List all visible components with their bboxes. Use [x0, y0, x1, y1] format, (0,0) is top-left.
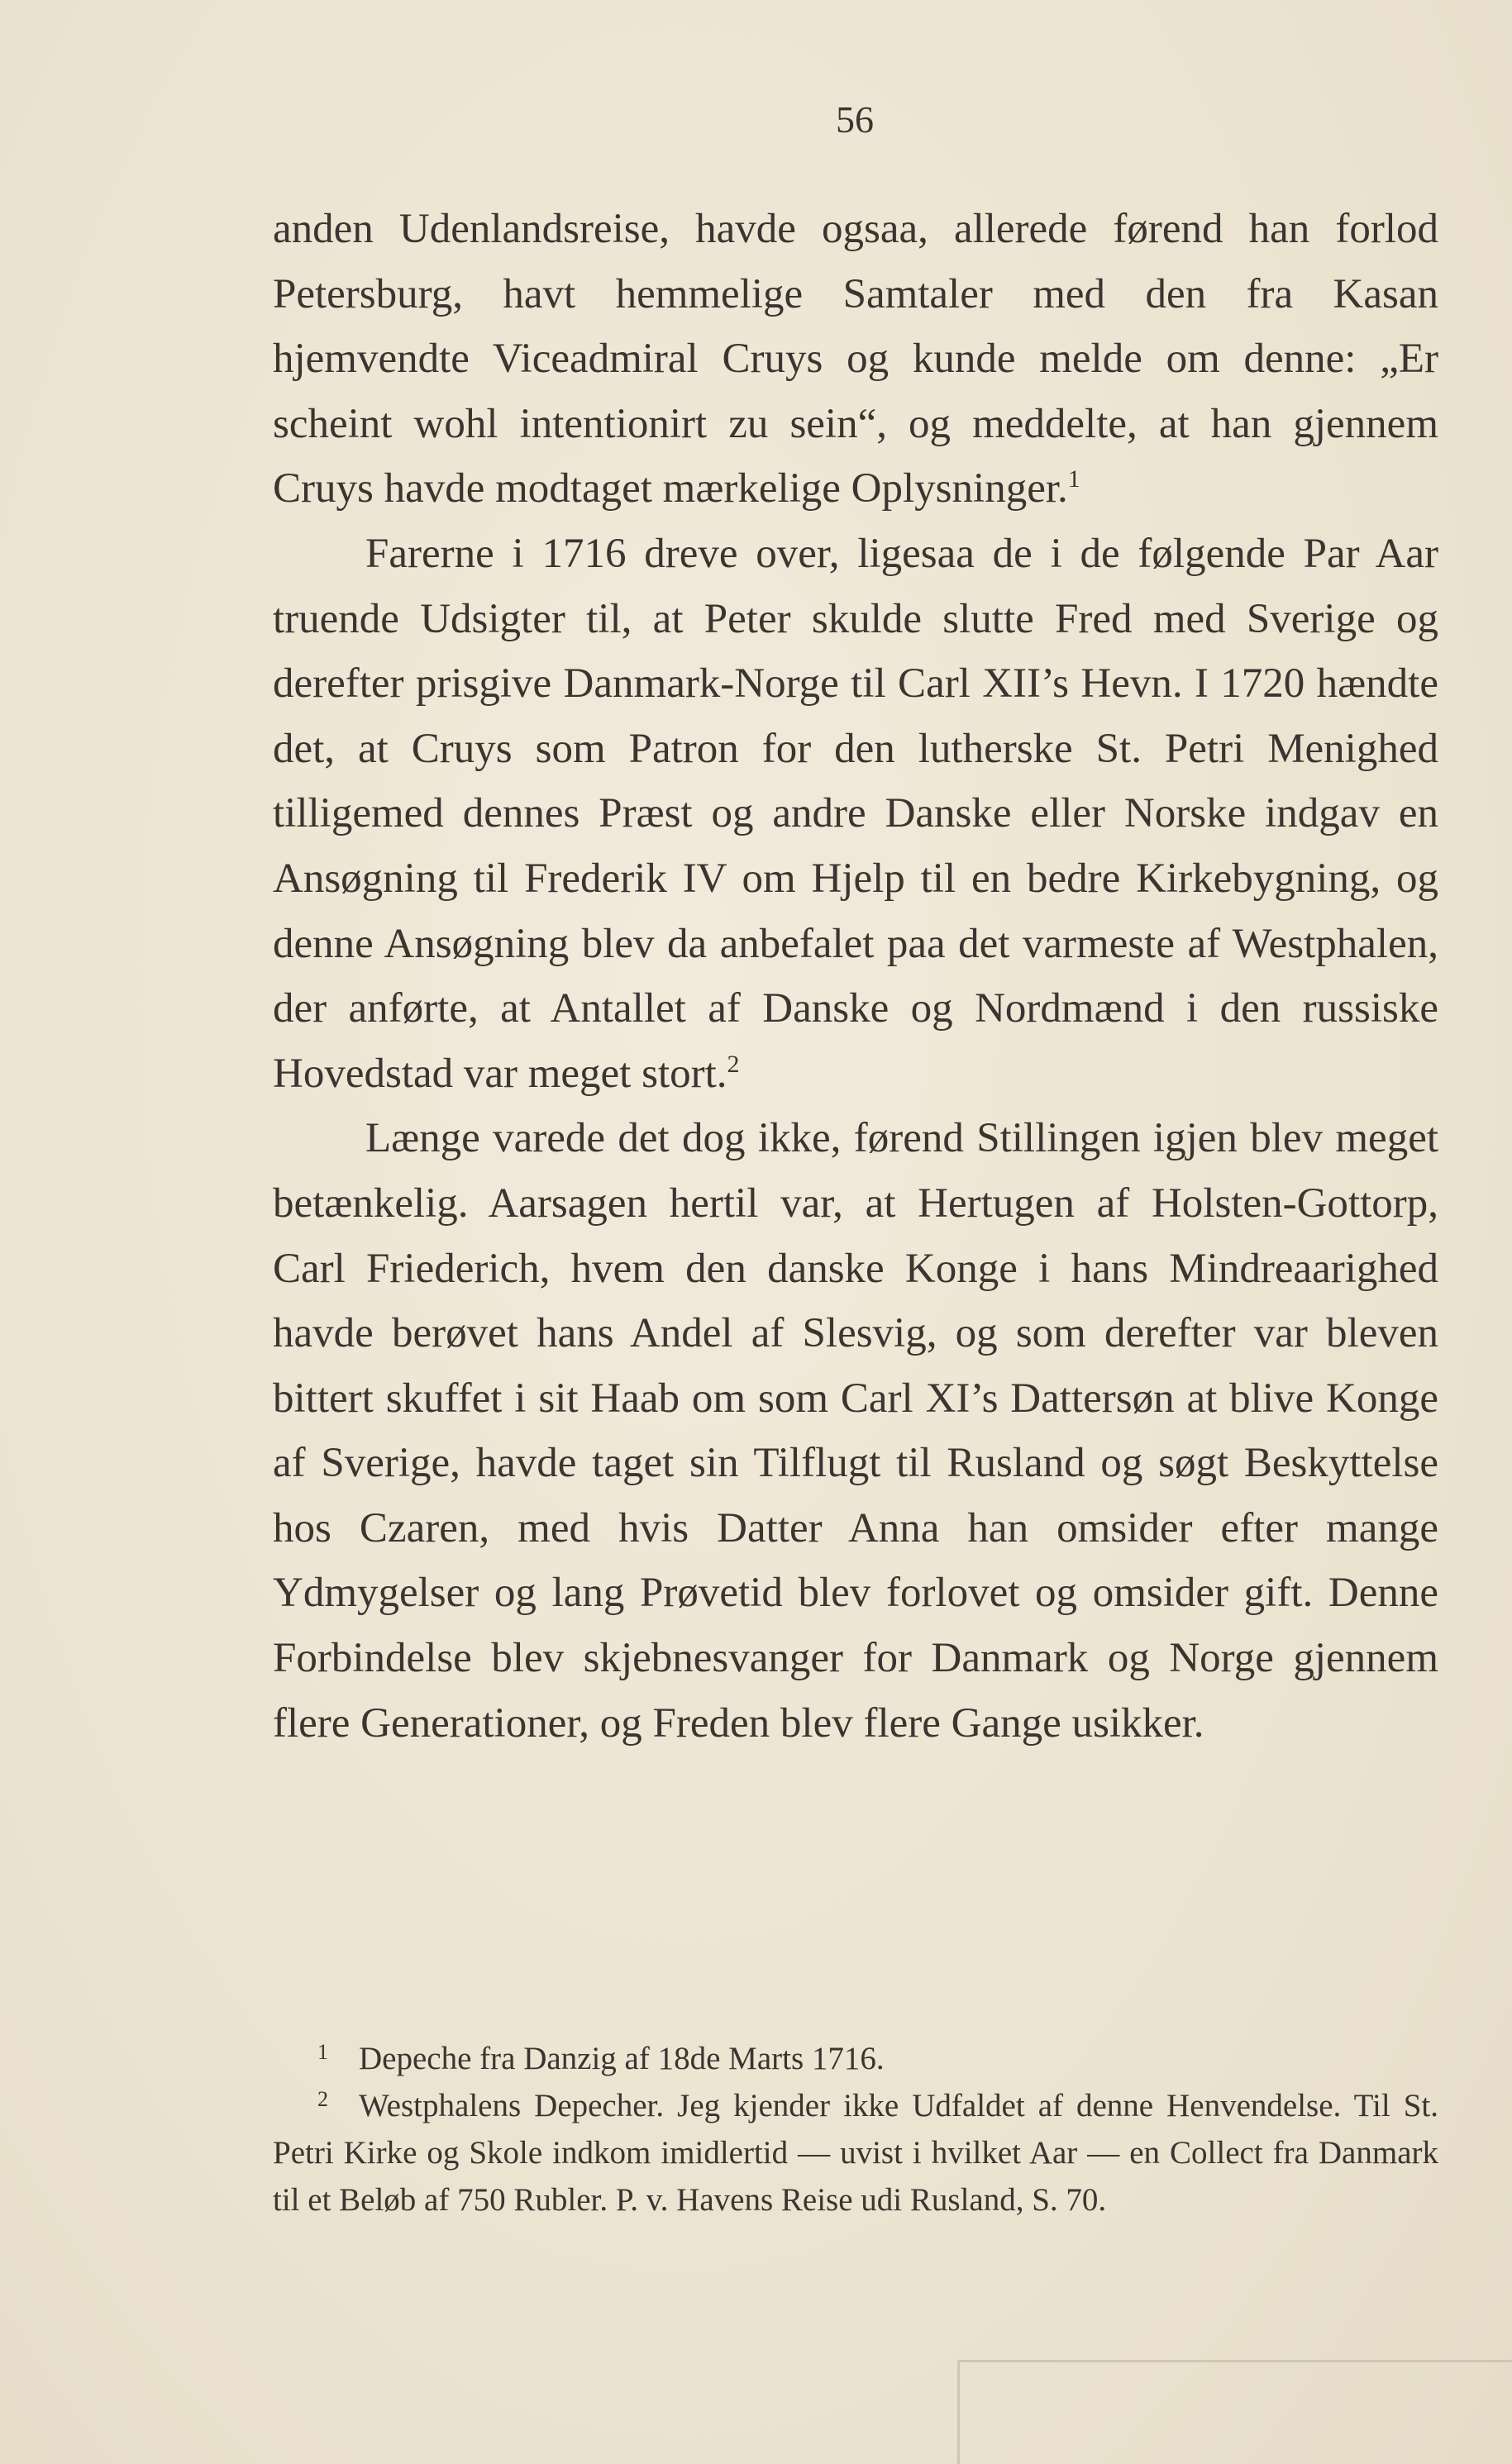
footnote-ref-2: 2 [727, 1050, 740, 1078]
page-number: 56 [836, 98, 874, 141]
edge-line-vertical [957, 2361, 960, 2464]
footnote-1-text: Depeche fra Danzig af 18de Marts 1716. [359, 2041, 885, 2076]
footnote-ref-1: 1 [1067, 465, 1080, 493]
paragraph-1-text: anden Udenlandsreise, havde ogsaa, allerede førend han forlod Petersburg, havt hemmelige Samtaler med den fra Kasan hjemvendte Viceadmiral Cruys og kunde melde om denne: „Er scheint wohl intentionirt zu sein“, og meddelte, at han gjennem Cruys havde modtaget mærkelige Oplysninger. [273, 206, 1438, 512]
footnotes [273, 2035, 1438, 2223]
footnote-1 [273, 2035, 1438, 2082]
footnote-2-text: Westphalens Depecher. Jeg kjender ikke Udfaldet af denne Henvendelse. Til St. Petri Kirke og Skole indkom imidlertid — uvist i hvilket Aar — en Collect fra Danmark til et Beløb af 750 Rubler. P. v. Havens Reise udi Rusland, S. 70. [273, 2088, 1438, 2218]
paragraph-2-text: Farerne i 1716 dreve over, ligesaa de i de følgende Par Aar truende Udsigter til, at Peter skulde slutte Fred med Sverige og derefter prisgive Danmark-Norge til Carl XII’s Hevn. I 1720 hændte det, at Cruys som Patron for den lutherske St. Petri Menighed tilligemed dennes Præst og andre Danske eller Norske indgav en Ansøgning til Frederik IV om Hjelp til en bedre Kirkebygning, og denne Ansøgning blev da anbefalet paa det varmeste af Westphalen, der anførte, at Antallet af Danske og Nordmænd i den russiske Hovedstad var meget stort. [273, 530, 1438, 1097]
footnote-2 [273, 2082, 1438, 2223]
edge-line-horizontal [959, 2360, 1512, 2362]
paragraph-3-text: Længe varede det dog ikke, førend Stillingen igjen blev meget betænkelig. Aarsagen hertil var, at Hertugen af Holsten-Gottorp, Carl Friederich, hvem den danske Konge i hans Mindreaarighed havde berøvet hans Andel af Slesvig, og som derefter var bleven bittert skuffet i sit Haab om som Carl XI’s Dattersøn at blive Konge af Sverige, havde taget sin Tilflugt til Rusland og søgt Beskyttelse hos Czaren, med hvis Datter Anna han omsider efter mange Ydmygelser og lang Prøvetid blev forlovet og omsider gift. Denne Forbindelse blev skjebnesvanger for Danmark og Norge gjennem flere Generationer, og Freden blev flere Gange usikker. [273, 1115, 1438, 1747]
body-text [273, 197, 1438, 1756]
paragraph-3 [273, 1106, 1438, 1756]
paragraph-2 [273, 522, 1438, 1106]
paragraph-1 [273, 197, 1438, 522]
footnote-2-mark: 2 [317, 2087, 328, 2111]
footnote-1-mark: 1 [317, 2040, 328, 2064]
